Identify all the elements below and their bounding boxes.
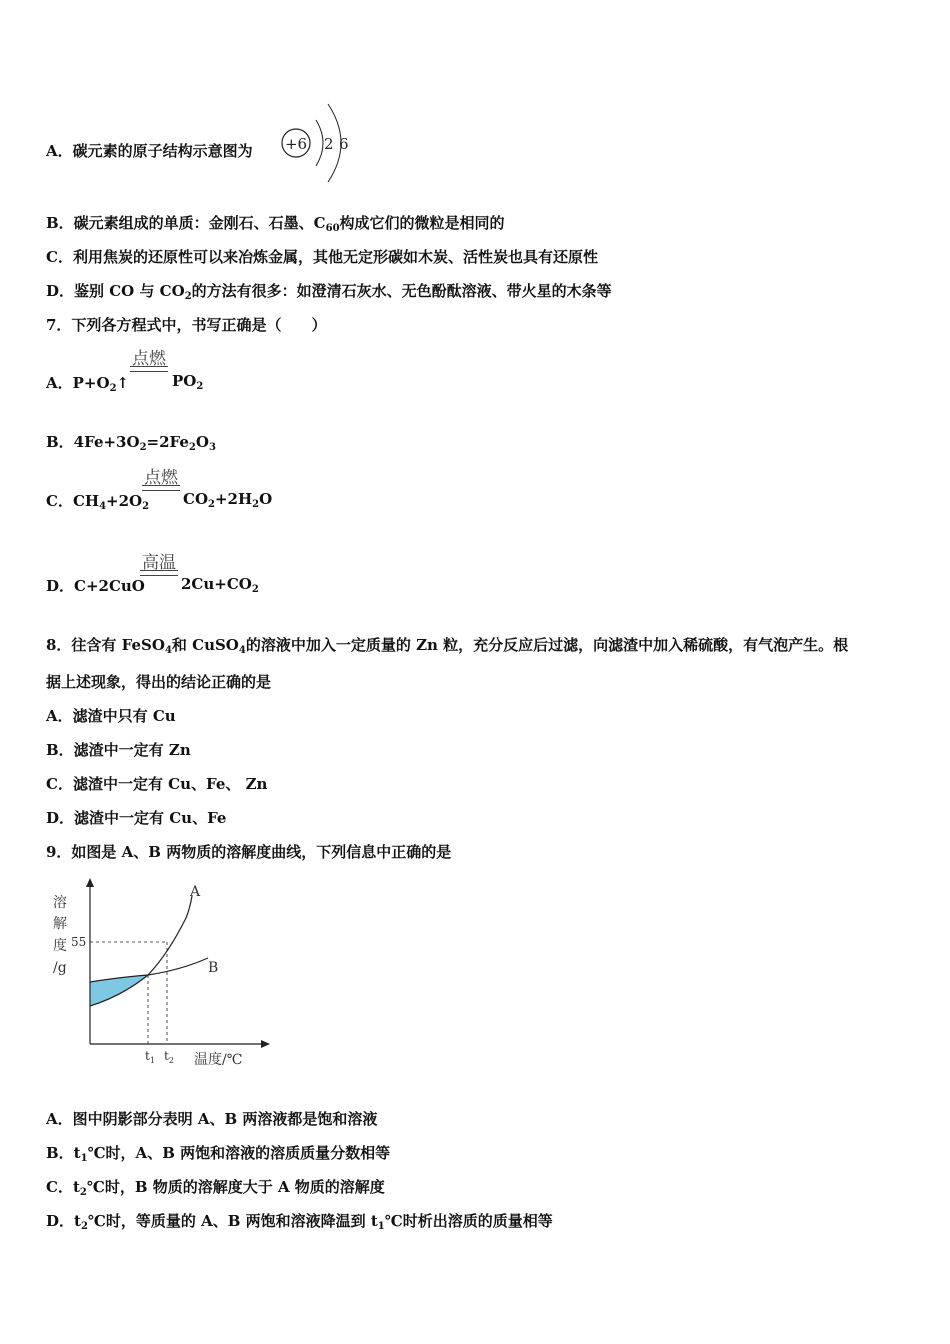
q8-option-a: A．滤渣中只有 Cu (46, 707, 176, 725)
q7-c-equal-sign (142, 485, 180, 491)
shell-2-electrons: 6 (339, 135, 349, 153)
t2-tick: $t_2$ (164, 1049, 174, 1065)
q8-option-b: B．滤渣中一定有 Zn (46, 741, 191, 759)
q9-option-a: A．图中阴影部分表明 A、B 两溶液都是饱和溶液 (46, 1110, 378, 1128)
q7-d-equal-sign (140, 570, 178, 576)
carbon-atom-diagram (278, 98, 358, 184)
shell-1-electrons: 2 (324, 135, 334, 153)
shaded-region (90, 975, 148, 1006)
y-label-2: 解 (53, 916, 67, 932)
q6-option-a (46, 140, 253, 161)
q8-stem-line-1: 8．往含有 FeSO$_4$和 CuSO$_4$的溶液中加入一定质量的 Zn 粒，充分反应后过滤，向滤渣中加入稀硫酸，有气泡产生。根 (46, 636, 849, 656)
x-axis-label: 温度/℃ (194, 1052, 243, 1068)
q8-option-d: D．滤渣中一定有 Cu、Fe (46, 809, 227, 827)
q9-option-b: B．$t_1℃$时，A、B 两饱和溶液的溶质质量分数相等 (46, 1144, 391, 1164)
q8-stem-line-2: 据上述现象，得出的结论正确的是 (46, 673, 272, 691)
q7-option-c: C．$CH_4+2O_2$ (46, 492, 150, 512)
q7-stem: 7．下列各方程式中，书写正确是（ ） (46, 316, 327, 334)
q7-c-condition: 点燃 (144, 468, 178, 488)
nucleus-charge: +6 (284, 135, 308, 153)
q9-option-c: C．$t_2℃$时，B 物质的溶解度大于 A 物质的溶解度 (46, 1178, 385, 1198)
q8-option-c: C．滤渣中一定有 Cu、Fe、 Zn (46, 775, 268, 793)
q7-c-products: $CO_2+2H_2O$ (183, 490, 273, 510)
q7-a-condition: 点燃 (132, 349, 166, 369)
electron-shell-1 (316, 120, 323, 166)
x-axis-arrow-icon (261, 1040, 270, 1048)
curve-a-label: A (190, 884, 201, 900)
y-tick-55: 55 (71, 935, 87, 949)
q6-option-c: C．利用焦炭的还原性可以来冶炼金属，其他无定形碳如木炭、活性炭也具有还原性 (46, 248, 598, 266)
q6-option-a-text: A．碳元素的原子结构示意图为 (46, 142, 253, 160)
q7-option-a: A．$P+O_2↑$ (46, 374, 130, 394)
y-label-3: 度 (53, 938, 67, 954)
q6-option-b: B．碳元素组成的单质：金刚石、石墨、$C_{60}$构成它们的微粒是相同的 (46, 214, 505, 234)
y-label-1: 溶 (53, 895, 67, 911)
y-axis-arrow-icon (86, 878, 94, 887)
q9-option-d: D．$t_2℃$时，等质量的 A、B 两饱和溶液降温到 $t_1℃$时析出溶质的质量相等 (46, 1212, 553, 1232)
y-label-4: /g (53, 960, 67, 976)
curve-b (90, 958, 208, 982)
q7-option-d: D．C+2CuO (46, 577, 145, 595)
q7-a-equal-sign (130, 366, 168, 372)
t1-tick: $t_1$ (145, 1049, 155, 1065)
q7-option-b: B．$4Fe+3O_2=2Fe_2O_3$ (46, 433, 216, 453)
gas-arrow-icon: ↑ (116, 374, 130, 392)
q9-stem: 9．如图是 A、B 两物质的溶解度曲线，下列信息中正确的是 (46, 843, 452, 861)
q7-d-condition: 高温 (142, 553, 176, 573)
q7-d-products: $2Cu+CO_2$ (181, 575, 259, 595)
curve-b-label: B (208, 960, 219, 976)
q6-option-d: D．鉴别 CO 与 $CO_2$的方法有很多：如澄清石灰水、无色酚酞溶液、带火星的木条等 (46, 282, 612, 302)
q7-a-product: $PO_2$ (172, 372, 204, 392)
solubility-curve-chart (46, 874, 282, 1070)
